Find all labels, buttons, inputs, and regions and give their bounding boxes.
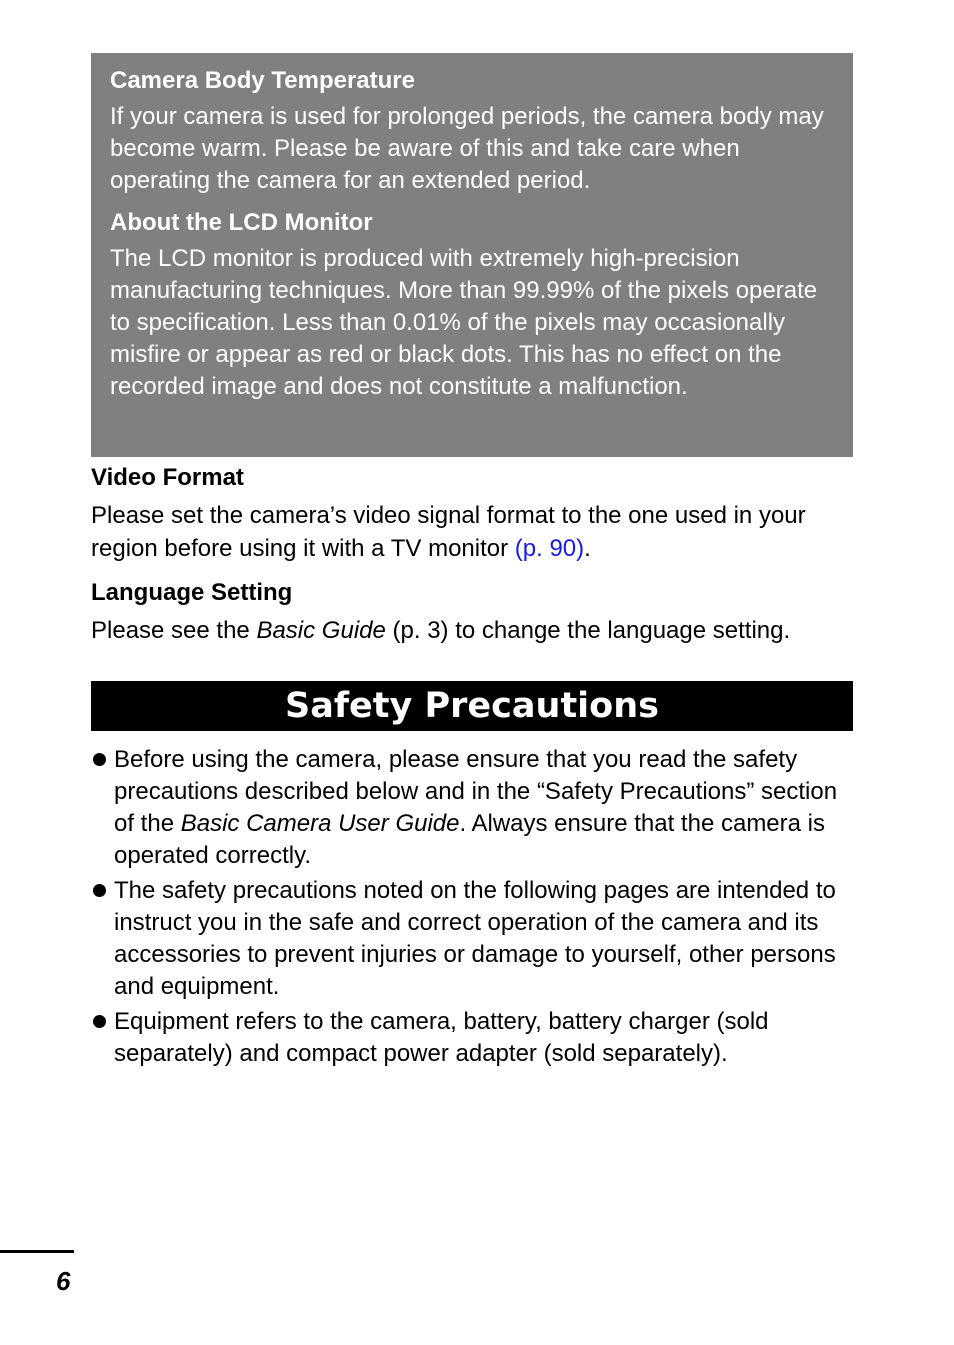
bullet3-text: Equipment refers to the camera, battery, battery charger (sold separately) and compact power adapter (sold separately). xyxy=(114,1008,769,1067)
list-item xyxy=(91,875,861,1003)
safety-bullet-list xyxy=(91,744,861,1073)
language-section xyxy=(91,577,861,648)
basic-camera-user-guide-title: Basic Camera User Guide xyxy=(180,810,460,837)
bullet1-text-start: Before using the camera, please ensure that you read the safety precautions described below and in the “Safety Precautions” section of the xyxy=(114,746,838,837)
bullet-icon xyxy=(93,1015,106,1028)
basic-guide-title: Basic Guide xyxy=(256,617,386,644)
bullet-icon xyxy=(93,884,106,897)
page-number: 6 xyxy=(56,1266,71,1296)
language-text-end: (p. 3) to change the language setting. xyxy=(385,617,791,644)
list-item xyxy=(91,1006,861,1070)
lcd-text: The LCD monitor is produced with extremely high-precision manufacturing techniques. More than 99.99% of the pixels operate to specification. Less than 0.01% of the pixels may occasionally misfire or appear as red or black dots. This has no effect on the recorded image and does not constitute a malfunction. xyxy=(110,245,818,400)
page-90-link[interactable]: (p. 90) xyxy=(514,534,585,562)
language-text xyxy=(91,615,861,648)
list-item xyxy=(91,744,861,872)
video-format-text-end: . xyxy=(584,534,591,562)
video-format-text xyxy=(91,500,861,565)
video-format-heading: Video Format xyxy=(91,464,244,491)
safety-precautions-banner: Safety Precautions xyxy=(91,681,853,731)
camera-body-heading: Camera Body Temperature xyxy=(110,67,415,94)
camera-body-text: If your camera is used for prolonged periods, the camera body may become warm. Please be aware of this and take care when operating the camera for an extended period. xyxy=(110,103,824,194)
note-box xyxy=(91,53,853,457)
bullet-icon xyxy=(93,753,106,766)
video-format-section xyxy=(91,462,861,565)
language-text-start: Please see the xyxy=(91,617,257,644)
lcd-heading: About the LCD Monitor xyxy=(110,209,373,236)
language-heading: Language Setting xyxy=(91,579,293,606)
bullet1-text-end: . Always ensure that the camera is operated correctly. xyxy=(114,810,825,869)
bullet2-text: The safety precautions noted on the following pages are intended to instruct you in the safe and correct operation of the camera and its accessories to prevent injuries or damage to yourself, other persons and equipment. xyxy=(114,877,836,1000)
page-number-rule xyxy=(0,1250,74,1253)
video-format-text-main: Please set the camera’s video signal format to the one used in your region before using it with a TV monitor xyxy=(91,502,806,562)
